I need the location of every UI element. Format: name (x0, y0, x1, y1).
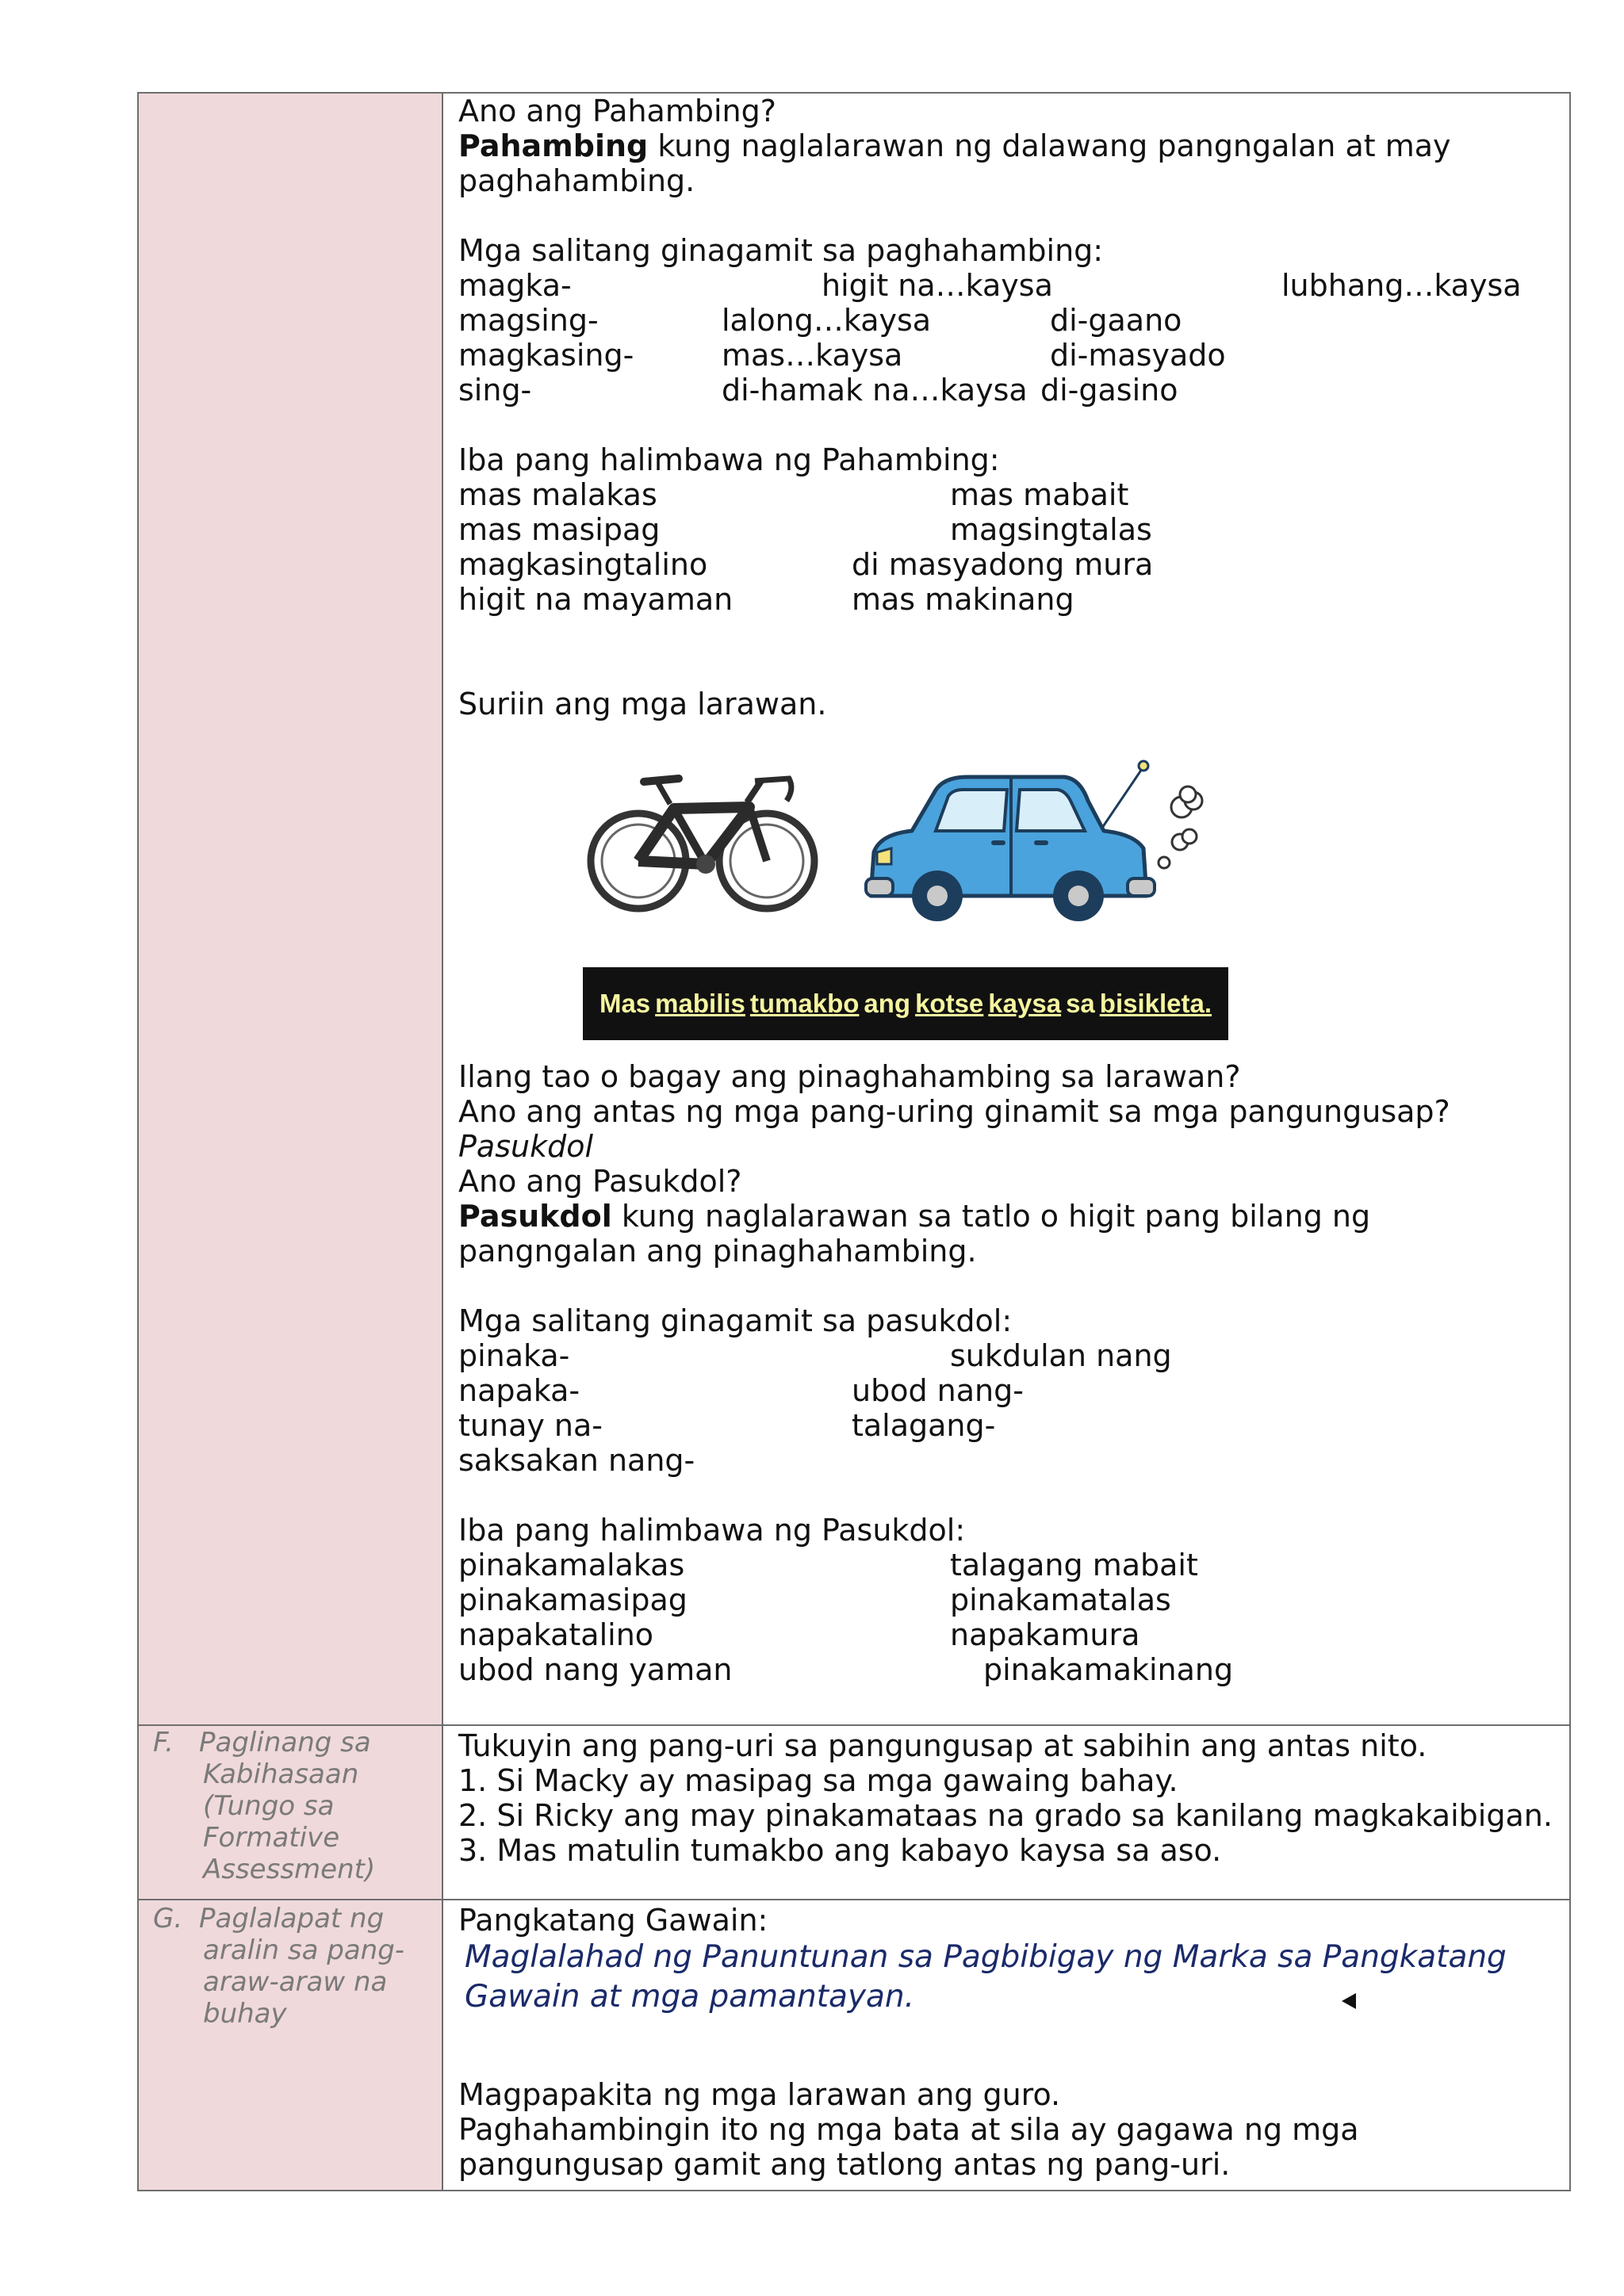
section-f-item: 2. Si Ricky ang may pinakamataas na grado sa kanilang magkakaibigan. (458, 1798, 1553, 1833)
pasukdol-def-text: kung naglalarawan sa tatlo o higit pang bilang ng (611, 1199, 1371, 1234)
word-item: lubhang…kaysa (1281, 268, 1522, 303)
bicycle-car-illustration (579, 745, 1245, 951)
caption-word: sa (1066, 989, 1095, 1018)
word-item: mas…kaysa (722, 338, 903, 373)
question-ilang: Ilang tao o bagay ang pinaghahambing sa larawan? (458, 1059, 1241, 1094)
word-item: sing- (458, 373, 532, 408)
example-item: napakamura (950, 1617, 1140, 1652)
word-item: magka- (458, 268, 572, 303)
section-f-label: (Tungo sa (203, 1790, 335, 1822)
caption-word: ang (864, 989, 911, 1018)
word-item: pinaka- (458, 1338, 570, 1373)
word-item: saksakan nang- (458, 1443, 695, 1478)
caption-word: kotse (915, 989, 984, 1018)
section-g-label: aralin sa pang- (203, 1934, 405, 1966)
example-item: magsingtalas (950, 512, 1152, 547)
section-f-label: Paglinang sa (199, 1727, 371, 1758)
example-item: talagang mabait (950, 1548, 1198, 1582)
suriin-instruction: Suriin ang mga larawan. (458, 687, 827, 721)
word-item: higit na…kaysa (822, 268, 1053, 303)
example-item: napakatalino (458, 1617, 654, 1652)
section-g-blue-line: Gawain at mga pamantayan. (465, 1979, 915, 2015)
example-item: pinakamakinang (983, 1652, 1234, 1687)
pasukdol-def-line2: pangngalan ang pinaghahambing. (458, 1234, 977, 1269)
section-g-paragraph: Magpapakita ng mga larawan ang guro. (458, 2077, 1061, 2112)
example-item: pinakamalakas (458, 1548, 685, 1582)
example-item: ubod nang yaman (458, 1652, 733, 1687)
section-g-label: buhay (203, 1998, 287, 2030)
caption-word: tumakbo (749, 989, 860, 1018)
exhaust-smoke-icon (1159, 786, 1202, 868)
car-icon (866, 761, 1155, 921)
question-pahambing: Ano ang Pahambing? (458, 94, 776, 128)
example-item: mas masipag (458, 512, 661, 547)
word-item: napaka- (458, 1373, 580, 1408)
section-f-letter: F. (153, 1727, 174, 1758)
word-item: di-masyado (1050, 338, 1226, 373)
column-divider (442, 92, 443, 2191)
example-item: pinakamasipag (458, 1582, 688, 1617)
word-item: lalong…kaysa (722, 303, 932, 338)
question-antas: Ano ang antas ng mga pang-uring ginamit sa mga pangungusap? (458, 1094, 1450, 1129)
section-f-instruction: Tukuyin ang pang-uri sa pangungusap at sabihin ang antas nito. (458, 1728, 1427, 1763)
example-item: mas malakas (458, 477, 657, 512)
example-item: mas makinang (852, 582, 1074, 617)
word-item: di-gasino (1040, 373, 1178, 408)
word-item: magsing- (458, 303, 599, 338)
section-g-blue-line: Maglalahad ng Panuntunan sa Pagbibigay ng Marka sa Pangkatang (465, 1939, 1507, 1975)
section-g-letter: G. (153, 1903, 183, 1934)
example-item: di masyadong mura (852, 547, 1154, 582)
section-f-label: Assessment) (203, 1854, 376, 1885)
section-f-label: Kabihasaan (203, 1758, 359, 1790)
bicycle-icon (591, 779, 814, 909)
word-item: tunay na- (458, 1408, 603, 1443)
question-pasukdol: Ano ang Pasukdol? (458, 1164, 742, 1199)
example-item: magkasingtalino (458, 547, 708, 582)
examples-pahambing-heading: Iba pang halimbawa ng Pahambing: (458, 442, 1000, 477)
word-item: magkasing- (458, 338, 634, 373)
section-g-label: Paglalapat ng (199, 1903, 385, 1934)
row-divider-f (137, 1724, 1571, 1726)
words-pasukdol-heading: Mga salitang ginagamit sa pasukdol: (458, 1303, 1013, 1338)
image-caption (583, 967, 1228, 1040)
row-divider-g (137, 1899, 1571, 1900)
section-g-paragraph: Paghahambingin ito ng mga bata at sila ay gagawa ng mga (458, 2112, 1359, 2147)
pahambing-term: Pahambing (458, 128, 649, 163)
caption-word: bisikleta. (1099, 989, 1212, 1018)
section-f-item: 3. Mas matulin tumakbo ang kabayo kaysa sa aso. (458, 1833, 1222, 1868)
pahambing-definition (458, 128, 1451, 163)
section-f-label: Formative (203, 1822, 340, 1854)
section-g-label: araw-araw na (203, 1966, 388, 1998)
pasukdol-term: Pasukdol (458, 1199, 612, 1234)
pointer-triangle-icon (1342, 1993, 1356, 2009)
caption-word: Mas (599, 989, 651, 1018)
section-g-heading: Pangkatang Gawain: (458, 1903, 768, 1938)
word-item: talagang- (852, 1408, 996, 1443)
word-item: di-hamak na…kaysa (722, 373, 1028, 408)
words-pahambing-heading: Mga salitang ginagamit sa paghahambing: (458, 233, 1104, 268)
example-item: higit na mayaman (458, 582, 733, 617)
word-item: di-gaano (1050, 303, 1182, 338)
section-g-paragraph: pangungusap gamit ang tatlong antas ng pang-uri. (458, 2147, 1231, 2182)
caption-word: kaysa (988, 989, 1062, 1018)
pahambing-def-text: kung naglalarawan ng dalawang pangngalan at may (648, 128, 1451, 163)
pahambing-def-line2: paghahambing. (458, 163, 695, 198)
word-item: ubod nang- (852, 1373, 1024, 1408)
answer-pasukdol: Pasukdol (458, 1129, 594, 1164)
example-item: pinakamatalas (950, 1582, 1171, 1617)
section-f-item: 1. Si Macky ay masipag sa mga gawaing bahay. (458, 1763, 1178, 1798)
example-item: mas mabait (950, 477, 1129, 512)
pasukdol-definition (458, 1199, 1370, 1234)
word-item: sukdulan nang (950, 1338, 1172, 1373)
examples-pasukdol-heading: Iba pang halimbawa ng Pasukdol: (458, 1513, 966, 1548)
caption-word: mabilis (655, 989, 745, 1018)
